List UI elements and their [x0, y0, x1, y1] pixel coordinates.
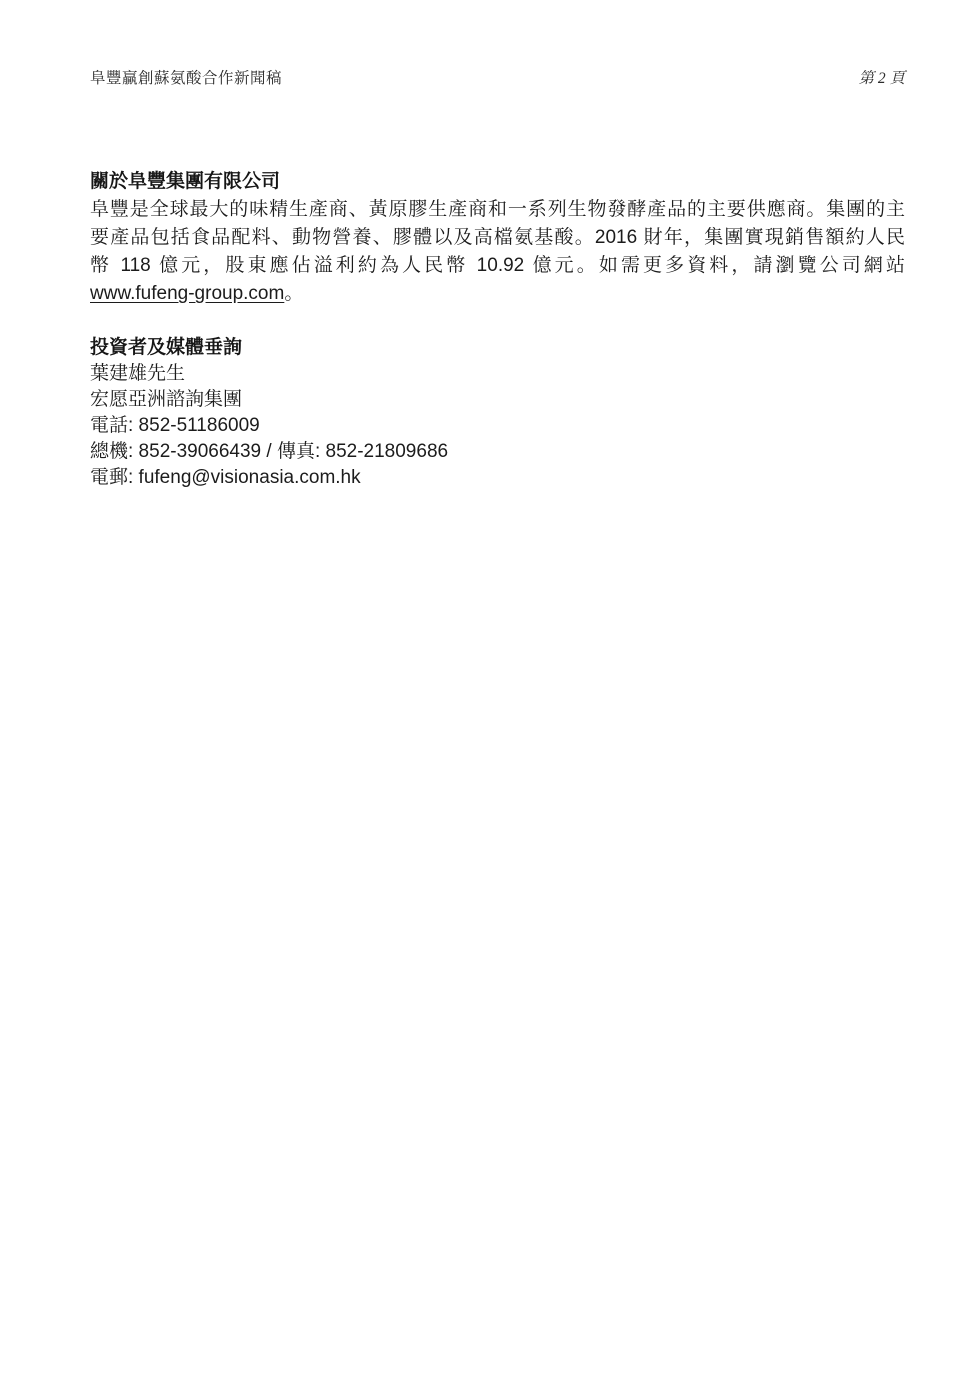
- about-paragraph-line: 幣 118 億元，股東應佔溢利約為人民幣 10.92 億元。如需更多資料，請瀏覽公司網站: [90, 255, 905, 276]
- about-section-heading: 關於阜豐集團有限公司: [90, 171, 281, 192]
- contact-switchboard-fax-line: 總機: 852-39066439 / 傳真: 852-21809686: [90, 441, 449, 462]
- page-number: 第 2 頁: [858, 70, 905, 87]
- contact-phone-line: 電話: 852-51186009: [90, 415, 260, 436]
- website-suffix: 。: [284, 283, 304, 304]
- header-doc-title: 阜豐贏創蘇氨酸合作新聞稿: [90, 70, 283, 87]
- contact-section-heading: 投資者及媒體垂詢: [90, 337, 243, 358]
- page-header: [90, 66, 905, 88]
- contact-section: [90, 335, 905, 491]
- contact-email-line: 電郵: fufeng@visionasia.com.hk: [90, 467, 361, 488]
- about-section: [90, 168, 905, 308]
- contact-company-name: 宏愿亞洲諮詢集團: [90, 389, 243, 410]
- page-content: [90, 168, 905, 491]
- about-paragraph-line: 要產品包括食品配料、動物營養、膠體以及高檔氨基酸。2016 財年，集團實現銷售額約人民: [90, 227, 905, 248]
- about-paragraph-line: 阜豐是全球最大的味精生產商、黃原膠生產商和一系列生物發酵產品的主要供應商。集團的主: [90, 199, 905, 220]
- website-link[interactable]: www.fufeng-group.com: [90, 283, 285, 304]
- contact-person-name: 葉建雄先生: [90, 363, 186, 384]
- about-paragraph-line: [90, 280, 905, 308]
